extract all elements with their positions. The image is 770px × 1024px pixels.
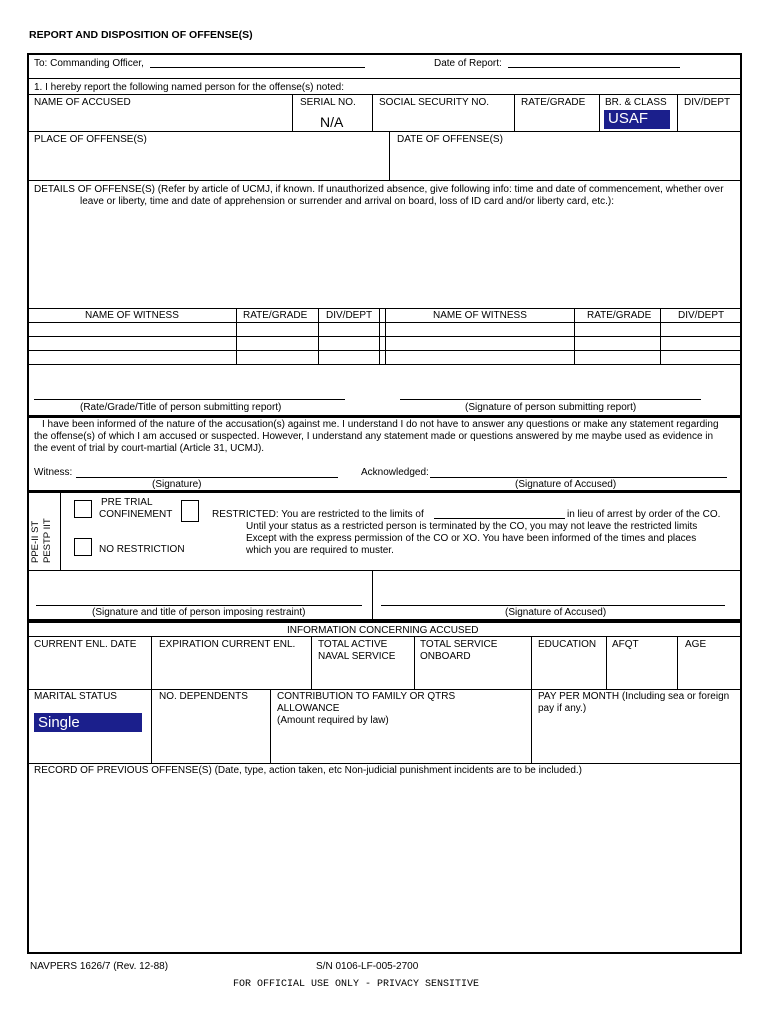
contribution-label-2: ALLOWANCE bbox=[277, 703, 340, 714]
rate-grade-label: RATE/GRADE bbox=[521, 97, 586, 108]
contribution-label-3: (Amount required by law) bbox=[277, 715, 389, 726]
to-label: To: Commanding Officer, bbox=[34, 58, 144, 69]
ssn-label: SOCIAL SECURITY NO. bbox=[379, 97, 490, 108]
date-of-report-label: Date of Report: bbox=[434, 58, 502, 69]
previous-offenses-label: RECORD OF PREVIOUS OFFENSE(S) (Date, type, action taken, etc Non-judicial punishment incidents are to be included.) bbox=[34, 765, 582, 776]
restricted-text-2: Until your status as a restricted person is terminated by the CO, you may not leave the restricted limits bbox=[246, 521, 698, 532]
no-restriction-checkbox[interactable] bbox=[74, 538, 92, 556]
side-label-1: PPE-II ST bbox=[30, 520, 41, 563]
pretrial-confinement-checkbox[interactable] bbox=[74, 500, 92, 518]
pay-per-month-label-1: PAY PER MONTH (Including sea or foreign bbox=[538, 691, 730, 702]
marital-status-field[interactable]: Single bbox=[34, 713, 142, 732]
age-label: AGE bbox=[685, 639, 707, 650]
div-dept-label: DIV/DEPT bbox=[684, 97, 731, 108]
witness-signature-label: (Signature) bbox=[152, 479, 202, 490]
br-class-field[interactable]: USAF bbox=[604, 110, 670, 129]
total-active-label-2: NAVAL SERVICE bbox=[318, 651, 396, 662]
pretrial-label-1: PRE TRIAL bbox=[101, 497, 153, 508]
restricted-text-1a: RESTRICTED: You are restricted to the limits of bbox=[212, 509, 424, 520]
info-title: INFORMATION CONCERNING ACCUSED bbox=[287, 625, 479, 636]
restraint-accused-signature-line[interactable] bbox=[381, 605, 725, 606]
witness-label: Witness: bbox=[34, 467, 73, 478]
witness-dept-header-left: DIV/DEPT bbox=[326, 310, 373, 321]
acknowledged-label: Acknowledged: bbox=[361, 467, 429, 478]
total-service-label-1: TOTAL SERVICE bbox=[420, 639, 498, 650]
privacy-notice: FOR OFFICIAL USE ONLY - PRIVACY SENSITIVE bbox=[233, 979, 480, 990]
education-label: EDUCATION bbox=[538, 639, 597, 650]
submitter-title-line[interactable] bbox=[34, 399, 345, 400]
submitter-signature-line[interactable] bbox=[400, 399, 701, 400]
form-number: NAVPERS 1626/7 (Rev. 12-88) bbox=[30, 961, 169, 972]
restricted-text-4: which you are required to muster. bbox=[246, 545, 394, 556]
witness-name-header-right: NAME OF WITNESS bbox=[433, 310, 527, 321]
acknowledged-signature-line[interactable] bbox=[430, 477, 727, 478]
restricted-text-1b: in lieu of arrest by order of the CO. bbox=[567, 509, 721, 520]
rights-line-1: I have been informed of the nature of the accusation(s) against me. I understand I do not have to answer any questions or make any statement regarding bbox=[42, 419, 719, 430]
rights-line-2: the offense(s) of which I am accused or suspected. However, I understand any statement made or questions answered by me maybe used as evidence in bbox=[34, 431, 714, 442]
restraint-accused-label: (Signature of Accused) bbox=[505, 607, 607, 618]
serial-no-value[interactable]: N/A bbox=[320, 114, 344, 130]
dependents-label: NO. DEPENDENTS bbox=[159, 691, 248, 702]
restraint-imposer-signature-line[interactable] bbox=[36, 605, 362, 606]
stock-number: S/N 0106-LF-005-2700 bbox=[316, 961, 419, 972]
expiration-enl-label: EXPIRATION CURRENT ENL. bbox=[159, 639, 296, 650]
current-enl-label: CURRENT ENL. DATE bbox=[34, 639, 137, 650]
marital-status-label: MARITAL STATUS bbox=[34, 691, 117, 702]
submitter-title-label: (Rate/Grade/Title of person submitting report) bbox=[80, 402, 282, 413]
serial-no-label: SERIAL NO. bbox=[300, 97, 356, 108]
afqt-label: AFQT bbox=[612, 639, 639, 650]
restricted-limits-field[interactable] bbox=[434, 518, 565, 519]
witness-dept-header-right: DIV/DEPT bbox=[678, 310, 725, 321]
br-class-label: BR. & CLASS bbox=[605, 97, 667, 108]
place-of-offense-label: PLACE OF OFFENSE(S) bbox=[34, 134, 147, 145]
restraint-imposer-label: (Signature and title of person imposing restraint) bbox=[92, 607, 306, 618]
date-of-offense-label: DATE OF OFFENSE(S) bbox=[397, 134, 503, 145]
date-of-report-field[interactable] bbox=[508, 67, 680, 68]
details-line-1: DETAILS OF OFFENSE(S) (Refer by article of UCMJ, if known. If unauthorized absence, give following info: time and date of commencement, whether over bbox=[34, 184, 724, 195]
rights-line-3: the event of trial by court-martial (Article 31, UCMJ). bbox=[34, 443, 265, 454]
contribution-label-1: CONTRIBUTION TO FAMILY OR QTRS bbox=[277, 691, 456, 702]
pay-per-month-label-2: pay if any.) bbox=[538, 703, 587, 714]
total-active-label-1: TOTAL ACTIVE bbox=[318, 639, 388, 650]
witness-name-header-left: NAME OF WITNESS bbox=[85, 310, 179, 321]
pretrial-label-2: CONFINEMENT bbox=[99, 509, 173, 520]
witness-rate-header-right: RATE/GRADE bbox=[587, 310, 652, 321]
witness-signature-line[interactable] bbox=[76, 477, 338, 478]
to-commanding-officer-field[interactable] bbox=[150, 67, 365, 68]
information-section bbox=[27, 621, 742, 954]
no-restriction-label: NO RESTRICTION bbox=[99, 544, 185, 555]
accused-signature-label: (Signature of Accused) bbox=[515, 479, 617, 490]
form-title: REPORT AND DISPOSITION OF OFFENSE(S) bbox=[29, 29, 253, 41]
submitter-signature-label: (Signature of person submitting report) bbox=[465, 402, 637, 413]
report-intro: 1. I hereby report the following named person for the offense(s) noted: bbox=[34, 82, 344, 93]
witness-rate-header-left: RATE/GRADE bbox=[243, 310, 308, 321]
total-service-label-2: ONBOARD bbox=[420, 651, 471, 662]
side-label-2: PESTP IIT bbox=[42, 518, 53, 563]
restricted-text-3: Except with the express permission of the CO or XO. You have been informed of the times and places bbox=[246, 533, 697, 544]
details-line-2: leave or liberty, time and date of apprehension or surrender and arrival on board, loss of ID card and/or liberty card, etc.): bbox=[80, 196, 614, 207]
restricted-checkbox[interactable] bbox=[181, 500, 199, 522]
name-accused-label: NAME OF ACCUSED bbox=[34, 97, 131, 108]
